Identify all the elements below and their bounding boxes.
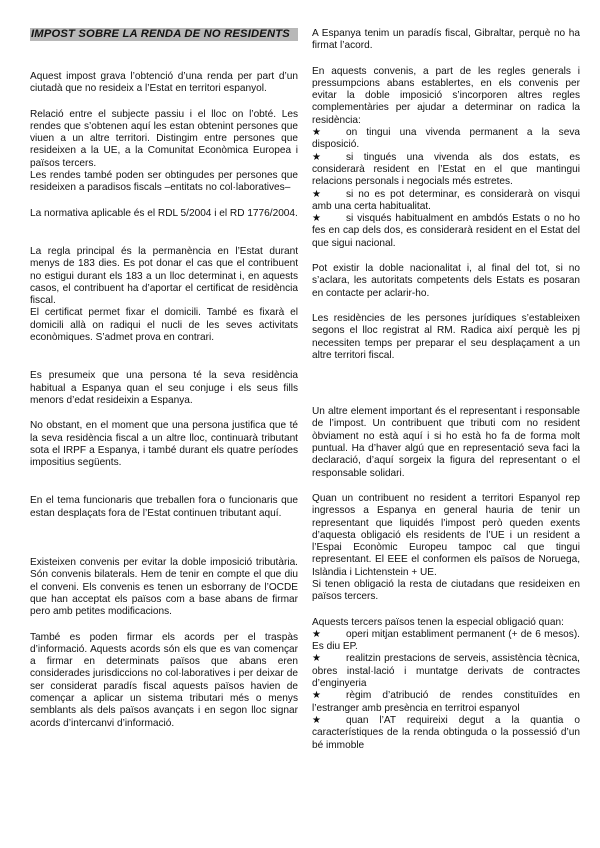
paragraph-legal-persons: Les residències de les persones jurídiques s’estableixen segons el lloc registrat al RM. Radica així perquè les pj necessiten temps per preparar el seu desplaçament a un altre territori fiscal.	[312, 312, 580, 361]
paragraph-conventions: Existeixen convenis per evitar la doble imposició tributària. Són convenis bilaterals. Hem de tenir en compte el que diu el conveni. Els convenis es tenen un esborrany de l’OCDE que han acceptat els països com a base abans de firmar pero amb petites modificacions.	[30, 557, 298, 618]
paragraph-information-agreements: També es poden firmar els acords per el traspàs d’informació. Aquests acords són els que es van començar a firmar en determinats països que abans eren considerades jurisdiccions no col·laboratives i per deixar de ser considerat paradís fiscal aquests països havien de començar a aplicar un sistema tributari més o menys semblants als dels països avançats i en segon lloc signar acords d’intercanvi d’informació.	[30, 631, 298, 729]
right-column	[312, 28, 580, 752]
star-icon: ★	[312, 653, 321, 665]
paragraph-presumption: Es presumeix que una persona té la seva residència habitual a Espanya quan el seu conjuge i els seus fills menors d’edat resideixin a Espanya.	[30, 370, 298, 406]
star-icon: ★	[312, 714, 321, 726]
paragraph-certificate: El certificat permet fixar el domicili. També es fixarà el domicili allà on radiqui el nucli de les seves activitats econòmiques. S’admet prova en contrari.	[30, 307, 298, 344]
paragraph-convention-rules: En aquests convenis, a part de les regles generals i pressumpcions abans establertes, en els convenis per evitar la doble imposició s’incorporen altres regles complementàries per ajudar a determinar on radica la residència:	[312, 65, 580, 126]
paragraph-representative: Un altre element important és el representant i responsable de l’impost. Un contribuent que tributi com no resident òbviament no està aquí i si ho està ho fa de forma molt puntual. Ha d’haver algú que en representació seva faci la declaració, d’aquí sorgeix la figura del representant o el responsable solidari.	[312, 406, 580, 479]
list-item: ★ on tingui una vivenda permanent a la seva disposició.	[312, 127, 580, 151]
star-icon: ★	[312, 690, 321, 702]
list-item: ★ quan l’AT requireixi degut a la quantia o característiques de la renda obtinguda o la possessió d’un bé immoble	[312, 714, 580, 751]
paragraph-double-nationality: Pot existir la doble nacionalitat i, al final del tot, si no s’aclara, les autoritats competents dels Estats es posaran en contacte per aclarir-ho.	[312, 263, 580, 299]
paragraph-definition: Aquest impost grava l’obtenció d’una renda per part d’un ciutadà que no resideix a l’Estat en territori espanyol.	[30, 71, 298, 95]
paragraph-tax-havens: Les rendes també poden ser obtingudes per persones que resideixen a paradisos fiscals –entitats no col·laboratives–	[30, 170, 298, 194]
list-item: ★ si no es pot determinar, es considerarà on visqui amb una certa habitualitat.	[312, 188, 580, 212]
paragraph-third-countries: Si tenen obligació la resta de ciutadans que resideixen en països tercers.	[312, 578, 580, 603]
residence-rules-list	[312, 127, 580, 250]
list-item: ★ realitzin prestacions de serveis, assistència tècnica, obres instal·lació i muntatge derivats de contractes d’enginyeria	[312, 653, 580, 690]
paragraph-civil-servants: En el tema funcionaris que treballen fora o funcionaris que estan desplaçats fora de l’Estat continuen tributant aquí.	[30, 495, 298, 519]
list-item: ★ si visqués habitualment en ambdós Estats o no ho fes en cap dels dos, es considerarà resident en el Estat del que sigui nacional.	[312, 213, 580, 249]
paragraph-main-rule: La regla principal és la permanència en l’Estat durant menys de 183 dies. Es pot donar el cas que el contribuent no estigui durant els 183 a un lloc determinat i, en aquests casos, el contribuent ha d’aportar el certificat de residència fiscal.	[30, 245, 298, 307]
paragraph-non-resident-income: Quan un contribuent no resident a territori Espanyol rep ingressos a Espanya en general hauria de tenir un representant que liquidés l’impost però queden exents d’aquesta obligació els residents de l’UE i un resident a l’Espai Econòmic Europeu tampoc cal que tingui representant. El EEE el conformen els països de Noruega, Islàndia i Lichtenstein + UE.	[312, 492, 580, 578]
left-column	[30, 28, 298, 730]
list-item: ★ si tingués una vivenda als dos estats, es considerarà resident en l’Estat en el que mantingui relacions personals i negocials més estretes.	[312, 151, 580, 188]
paragraph-gibraltar: A Espanya tenim un paradís fiscal, Gibraltar, perquè no ha firmat l’acord.	[312, 28, 580, 52]
star-icon: ★	[312, 628, 321, 640]
document-title: IMPOST SOBRE LA RENDA DE NO RESIDENTS	[30, 28, 298, 41]
paragraph-subject-relation: Relació entre el subjecte passiu i el lloc on l’obté. Les rendes que s’obtenen aquí les estan obtenint persones que viuen a un altre territori. Distingim entre persones que resideixen a la UE, a la Comunitat Econòmica Europea i països tercers.	[30, 108, 298, 169]
paragraph-justification: No obstant, en el moment que una persona justifica que té la seva residència fiscal a un altre lloc, continuarà tributant sota el IRPF a Espanya, i també durant els quatre períodes impositius següents.	[30, 420, 298, 469]
paragraph-regulation: La normativa aplicable és el RDL 5/2004 i el RD 1776/2004.	[30, 207, 298, 219]
star-icon: ★	[312, 188, 321, 200]
list-item: ★ operi mitjan establiment permanent (+ de 6 mesos). Es diu EP.	[312, 628, 580, 653]
star-icon: ★	[312, 213, 321, 225]
star-icon: ★	[312, 127, 321, 139]
paragraph-special-obligation: Aquests tercers països tenen la especial obligació quan:	[312, 616, 564, 628]
star-icon: ★	[312, 151, 321, 163]
obligation-cases-list	[312, 629, 580, 752]
list-item: ★ règim d’atribució de rendes constituïdes en l’estranger amb presència en territroi espanyol	[312, 690, 580, 714]
